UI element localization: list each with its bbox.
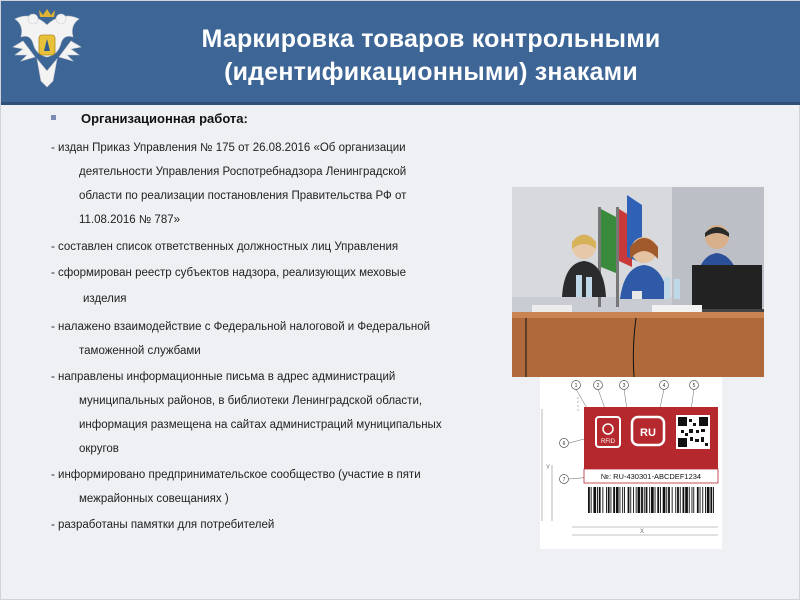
barcode-bar bbox=[692, 487, 693, 513]
barcode-bar bbox=[713, 487, 714, 513]
list-item-5-line-2: муниципальных районов, в библиотеки Ленинградской области, bbox=[79, 395, 423, 407]
barcode-bar bbox=[655, 487, 656, 513]
barcode-bar bbox=[693, 487, 694, 513]
barcode-bar bbox=[651, 487, 654, 513]
barcode-bar bbox=[680, 487, 681, 513]
barcode-bar bbox=[636, 487, 637, 513]
barcode-bar bbox=[702, 487, 703, 513]
barcode-bar bbox=[633, 487, 634, 513]
barcode-bar bbox=[602, 487, 603, 513]
barcode-bar bbox=[593, 487, 596, 513]
list-item-4-line-1: - налажено взаимодействие с Федеральной налоговой и Федеральной bbox=[51, 321, 431, 333]
rfid-text: RFID bbox=[601, 439, 615, 445]
callout-3-text: 3 bbox=[622, 383, 626, 389]
list-item-5-line-4: округов bbox=[79, 443, 119, 455]
barcode-bar bbox=[641, 487, 643, 513]
meeting-photo bbox=[512, 187, 764, 377]
barcode-bar bbox=[677, 487, 679, 513]
barcode-bar bbox=[611, 487, 612, 513]
barcode-bar bbox=[689, 487, 690, 513]
list-item-5-line-3: информация размещена на сайтах администраций муниципальных bbox=[79, 419, 442, 431]
header-bar bbox=[1, 1, 800, 105]
list-item-3-line-2: изделия bbox=[83, 293, 127, 305]
callout-4-text: 4 bbox=[662, 383, 666, 389]
list-item-3-line-1: - сформирован реестр субъектов надзора, реализующих меховые bbox=[51, 267, 406, 279]
dimension-x-label: X bbox=[640, 529, 645, 535]
barcode-bar bbox=[646, 487, 648, 513]
barcode-bar bbox=[620, 487, 621, 513]
barcode-bar bbox=[608, 487, 610, 513]
barcode-bar bbox=[707, 487, 710, 513]
barcode-bar bbox=[613, 487, 615, 513]
barcode-bar bbox=[649, 487, 650, 513]
barcode-bar bbox=[630, 487, 631, 513]
barcode-bar bbox=[638, 487, 641, 513]
barcode-bar bbox=[624, 487, 625, 513]
barcode-bar bbox=[705, 487, 706, 513]
slide-title bbox=[131, 23, 731, 89]
barcode-bar bbox=[683, 487, 685, 513]
barcode-bar bbox=[591, 487, 592, 513]
ru-text: RU bbox=[640, 427, 656, 439]
barcode-bar bbox=[675, 487, 676, 513]
barcode-bar bbox=[599, 487, 601, 513]
barcode-bar bbox=[672, 487, 673, 513]
barcode-bar bbox=[697, 487, 699, 513]
barcode-bar bbox=[666, 487, 667, 513]
callout-5-text: 5 bbox=[692, 383, 696, 389]
barcode-bar bbox=[622, 487, 623, 513]
barcode-bar bbox=[710, 487, 712, 513]
title-line-1: Маркировка товаров контрольными bbox=[201, 25, 661, 53]
list-item-6-line-1: - информировано предпринимательское сообщество (участие в пяти bbox=[51, 469, 421, 481]
callout-1-text: 1 bbox=[574, 383, 578, 389]
barcode-bar bbox=[657, 487, 659, 513]
barcode-bar bbox=[685, 487, 688, 513]
dimension-y-label: Y bbox=[546, 465, 551, 471]
barcode-bar bbox=[644, 487, 645, 513]
heading-bullet-icon bbox=[51, 115, 56, 120]
callout-7-text: 7 bbox=[562, 477, 566, 483]
list-item-2-line-1: - составлен список ответственных должностных лиц Управления bbox=[51, 241, 399, 253]
barcode-bar bbox=[616, 487, 619, 513]
barcode-bar bbox=[606, 487, 607, 513]
barcode-bar bbox=[588, 487, 590, 513]
barcode-bar bbox=[597, 487, 598, 513]
callout-2-text: 2 bbox=[596, 383, 600, 389]
barcode-bar bbox=[660, 487, 661, 513]
callout-6-text: 6 bbox=[562, 441, 566, 447]
marking-label-diagram bbox=[540, 377, 722, 549]
title-line-2: (идентификационными) знаками bbox=[224, 58, 638, 86]
list-item-7-line-1: - разработаны памятки для потребителей bbox=[51, 519, 275, 531]
list-item-4-line-2: таможенной службами bbox=[79, 345, 201, 357]
section-heading: Организационная работа: bbox=[81, 111, 248, 126]
barcode-bar bbox=[663, 487, 666, 513]
barcode-bar bbox=[668, 487, 670, 513]
label-code: №: RU-430301-ABCDEF1234 bbox=[600, 472, 702, 481]
list-item-6-line-2: межрайонных совещаниях ) bbox=[79, 493, 229, 505]
list-item-1-line-1: - издан Приказ Управления № 175 от 26.08.2016 «Об организации bbox=[51, 142, 406, 154]
rospotrebnadzor-emblem-icon bbox=[9, 7, 85, 89]
list-item-1-line-3: области по реализации постановления Правительства РФ от bbox=[79, 190, 407, 202]
barcode-bar bbox=[700, 487, 701, 513]
list-item-1-line-2: деятельности Управления Роспотребнадзора Ленинградской bbox=[79, 166, 407, 178]
list-item-5-line-1: - направлены информационные письма в адрес администраций bbox=[51, 371, 396, 383]
list-item-1-line-4: 11.08.2016 № 787» bbox=[79, 214, 181, 226]
barcode-bar bbox=[628, 487, 630, 513]
